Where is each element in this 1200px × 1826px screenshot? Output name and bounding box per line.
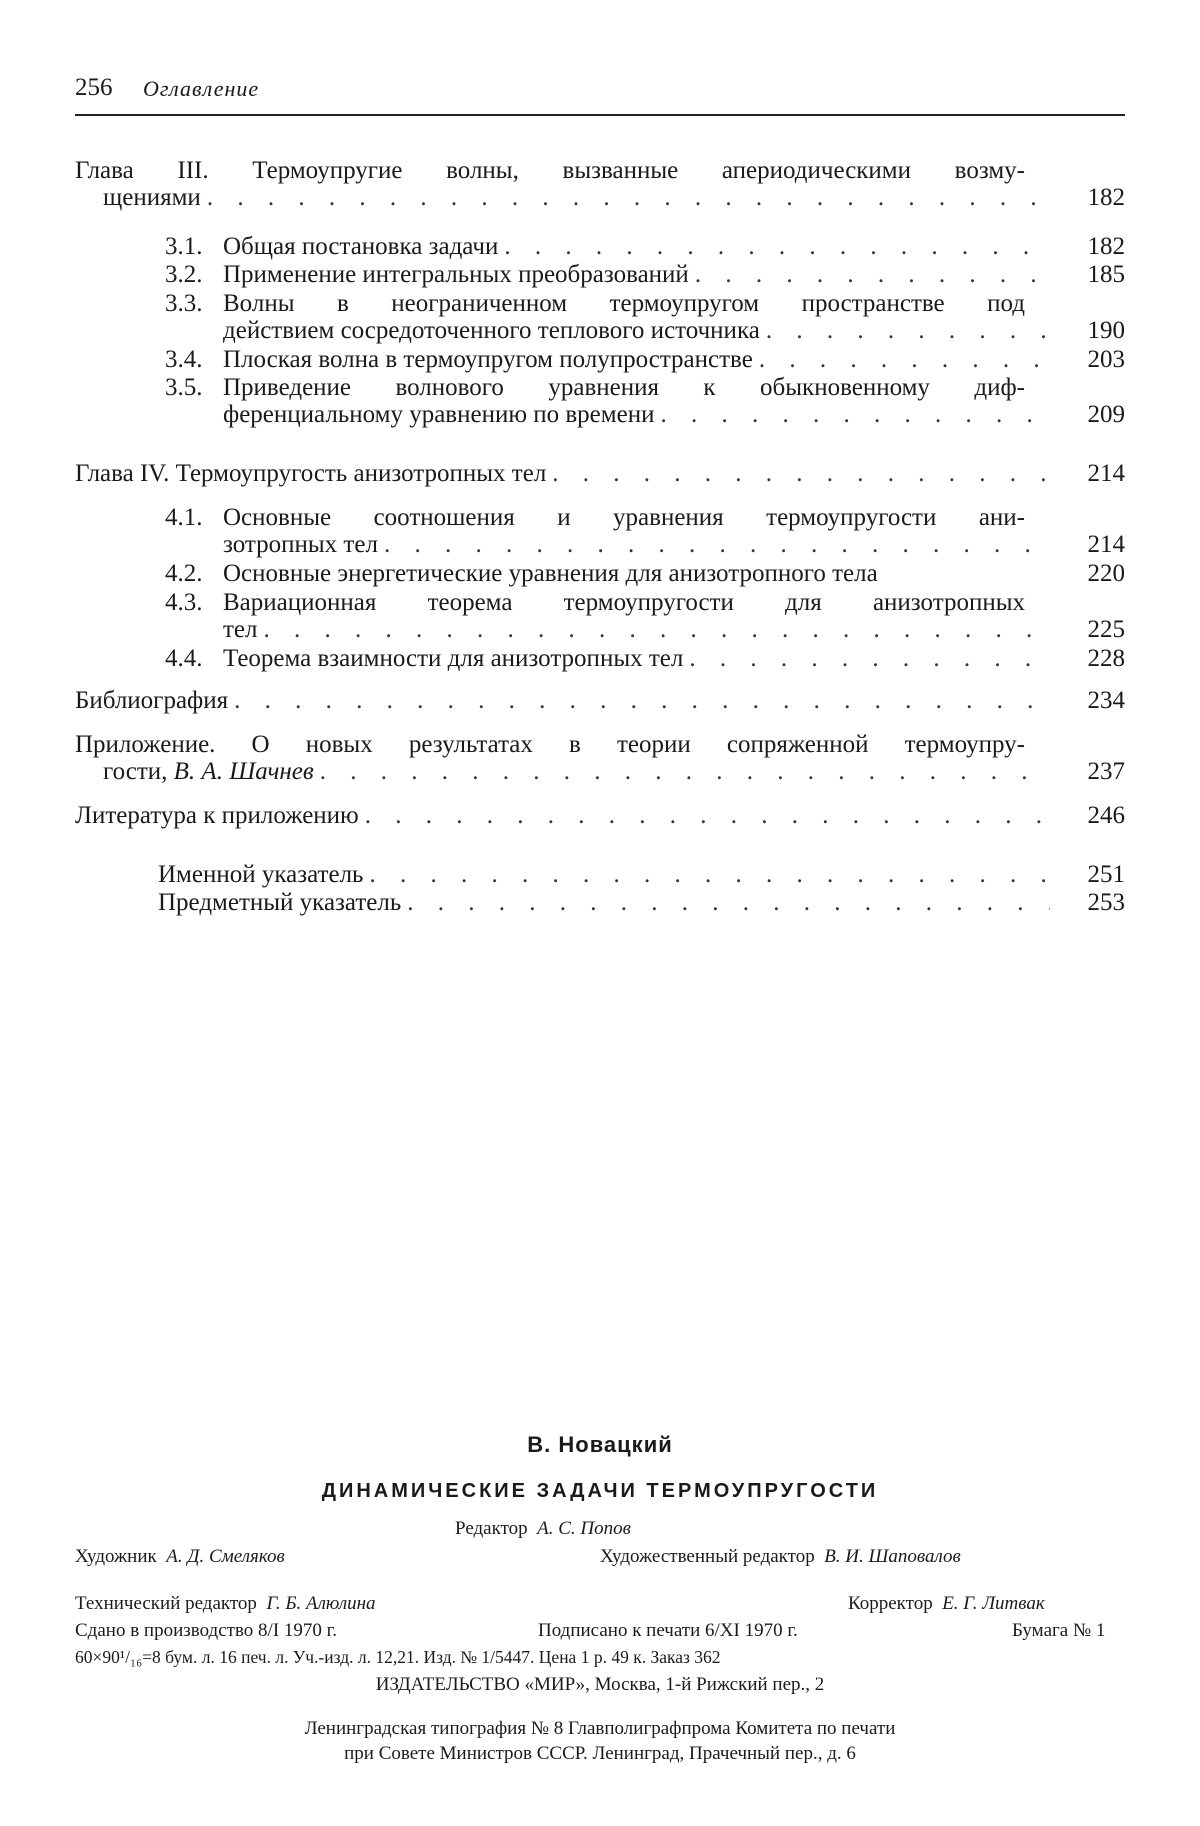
toc-section-number: 3.3.: [165, 290, 203, 317]
toc-page-number: 228: [1087, 645, 1125, 672]
toc-name-index: [158, 861, 1125, 888]
toc-section-title: Общая постановка задачи: [223, 233, 499, 260]
toc-bibliography: [75, 687, 1125, 714]
toc-chapter-4-title: Глава IV. Термоупругость анизотропных тел: [75, 460, 547, 487]
imprint-editor: Редактор А. С. Попов: [455, 1518, 631, 1539]
toc-section-3-3: [165, 290, 1125, 344]
toc-subject-index: [158, 889, 1125, 916]
toc-page-number: 182: [1087, 184, 1125, 211]
imprint-art-editor: Художественный редактор В. И. Шаповалов: [600, 1546, 961, 1567]
imprint-tech-editor: Технический редактор Г. Б. Алюлина: [75, 1593, 376, 1614]
imprint-signed: Подписано к печати 6/XI 1970 г.: [538, 1620, 798, 1641]
toc-section-4-2: [165, 560, 1125, 587]
toc-page-number: 246: [1087, 802, 1125, 829]
imprint-printer-line-1: Ленинградская типография № 8 Главполиграфпрома Комитета по печати: [304, 1718, 896, 1739]
toc-name-index-title: Именной указатель: [158, 861, 364, 888]
toc-chapter-4: [75, 460, 1125, 487]
toc-chapter-3: [75, 157, 1125, 211]
running-header: [75, 74, 1125, 114]
toc-appendix-title: Приложение. О новых результатах в теории сопряженной термоупру-: [75, 731, 1025, 758]
toc-page-number: 214: [1087, 460, 1125, 487]
running-title: Оглавление: [143, 76, 260, 101]
toc-page-number: 220: [1087, 560, 1125, 587]
toc-page-number: 251: [1087, 861, 1125, 888]
toc-section-title: Плоская волна в термоупругом полупространстве: [223, 346, 753, 373]
toc-page-number: 237: [1087, 758, 1125, 785]
toc-section-number: 4.3.: [165, 589, 203, 616]
toc-appendix: [75, 731, 1125, 785]
toc-section-number: 3.5.: [165, 374, 203, 401]
imprint-paper: Бумага № 1: [1012, 1620, 1106, 1641]
toc-section-title-cont: действием сосредоточенного теплового источника: [223, 317, 760, 344]
toc-section-3-5: [165, 374, 1125, 428]
toc-section-3-2: [165, 261, 1125, 288]
toc-chapter-3-title: Глава III. Термоупругие волны, вызванные апериодическими возму-: [75, 157, 1025, 184]
toc-page-number: 182: [1087, 233, 1125, 260]
toc-literature-title: Литература к приложению: [75, 802, 359, 829]
toc-section-number: 4.1.: [165, 504, 203, 531]
toc-subject-index-title: Предметный указатель: [158, 889, 402, 916]
toc-section-title: Теорема взаимности для анизотропных тел: [223, 645, 684, 672]
toc-section-3-4: [165, 346, 1125, 373]
toc-section-title: Приведение волнового уравнения к обыкновенному диф-: [223, 374, 1025, 401]
toc-section-number: 3.1.: [165, 233, 203, 260]
toc-appendix-title-cont: гости,: [103, 758, 174, 785]
book-author: В. Новацкий: [527, 1432, 673, 1457]
toc-page-number: 214: [1087, 531, 1125, 558]
toc-page-number: 253: [1087, 889, 1125, 916]
page-number: 256: [75, 74, 113, 101]
imprint-corrector: Корректор Е. Г. Литвак: [848, 1593, 1045, 1614]
toc-section-title-cont: зотропных тел: [223, 531, 378, 558]
toc-page-number: 203: [1087, 346, 1125, 373]
toc-section-number: 3.2.: [165, 261, 203, 288]
imprint-format: 60×90¹/₁₆=8 бум. л. 16 печ. л. Уч.-изд. л. 12,21. Изд. № 1/5447. Цена 1 р. 49 к. Заказ 362: [75, 1647, 721, 1667]
toc-page-number: 190: [1087, 317, 1125, 344]
toc-section-4-4: [165, 645, 1125, 672]
toc-section-title: Основные соотношения и уравнения термоупругости ани-: [223, 504, 1025, 531]
toc-section-title: Волны в неограниченном термоупругом пространстве под: [223, 290, 1025, 317]
imprint-printer-line-2: при Совете Министров СССР. Ленинград, Прачечный пер., д. 6: [344, 1743, 856, 1764]
toc-section-title: Вариационная теорема термоупругости для анизотропных: [223, 589, 1025, 616]
toc-page-number: 234: [1087, 687, 1125, 714]
imprint-artist: Художник А. Д. Смеляков: [75, 1546, 285, 1567]
toc-section-3-1: [165, 233, 1125, 260]
toc-section-number: 4.2.: [165, 560, 203, 587]
toc-section-number: 3.4.: [165, 346, 203, 373]
toc-section-4-3: [165, 589, 1125, 643]
toc-bibliography-title: Библиография: [75, 687, 229, 714]
toc-section-4-1: [165, 504, 1125, 558]
toc-appendix-author: В. А. Шачнев: [173, 758, 314, 785]
toc-section-number: 4.4.: [165, 645, 203, 672]
toc-appendix-literature: [75, 802, 1125, 829]
imprint-publisher: ИЗДАТЕЛЬСТВО «МИР», Москва, 1-й Рижский пер., 2: [375, 1674, 825, 1695]
toc-page-number: 209: [1087, 401, 1125, 428]
toc-chapter-3-title-cont: щениями: [103, 184, 201, 211]
toc-section-title: Применение интегральных преобразований: [223, 261, 689, 288]
toc-section-title: Основные энергетические уравнения для анизотропного тела: [223, 560, 878, 587]
header-rule: [75, 114, 1125, 116]
toc-section-title-cont: тел: [223, 616, 258, 643]
book-title: ДИНАМИЧЕСКИЕ ЗАДАЧИ ТЕРМОУПРУГОСТИ: [321, 1480, 879, 1502]
imprint-submitted: Сдано в производство 8/I 1970 г.: [75, 1620, 338, 1641]
toc-section-title-cont: ференциальному уравнению по времени: [223, 401, 655, 428]
toc-page-number: 225: [1087, 616, 1125, 643]
toc-page-number: 185: [1087, 261, 1125, 288]
